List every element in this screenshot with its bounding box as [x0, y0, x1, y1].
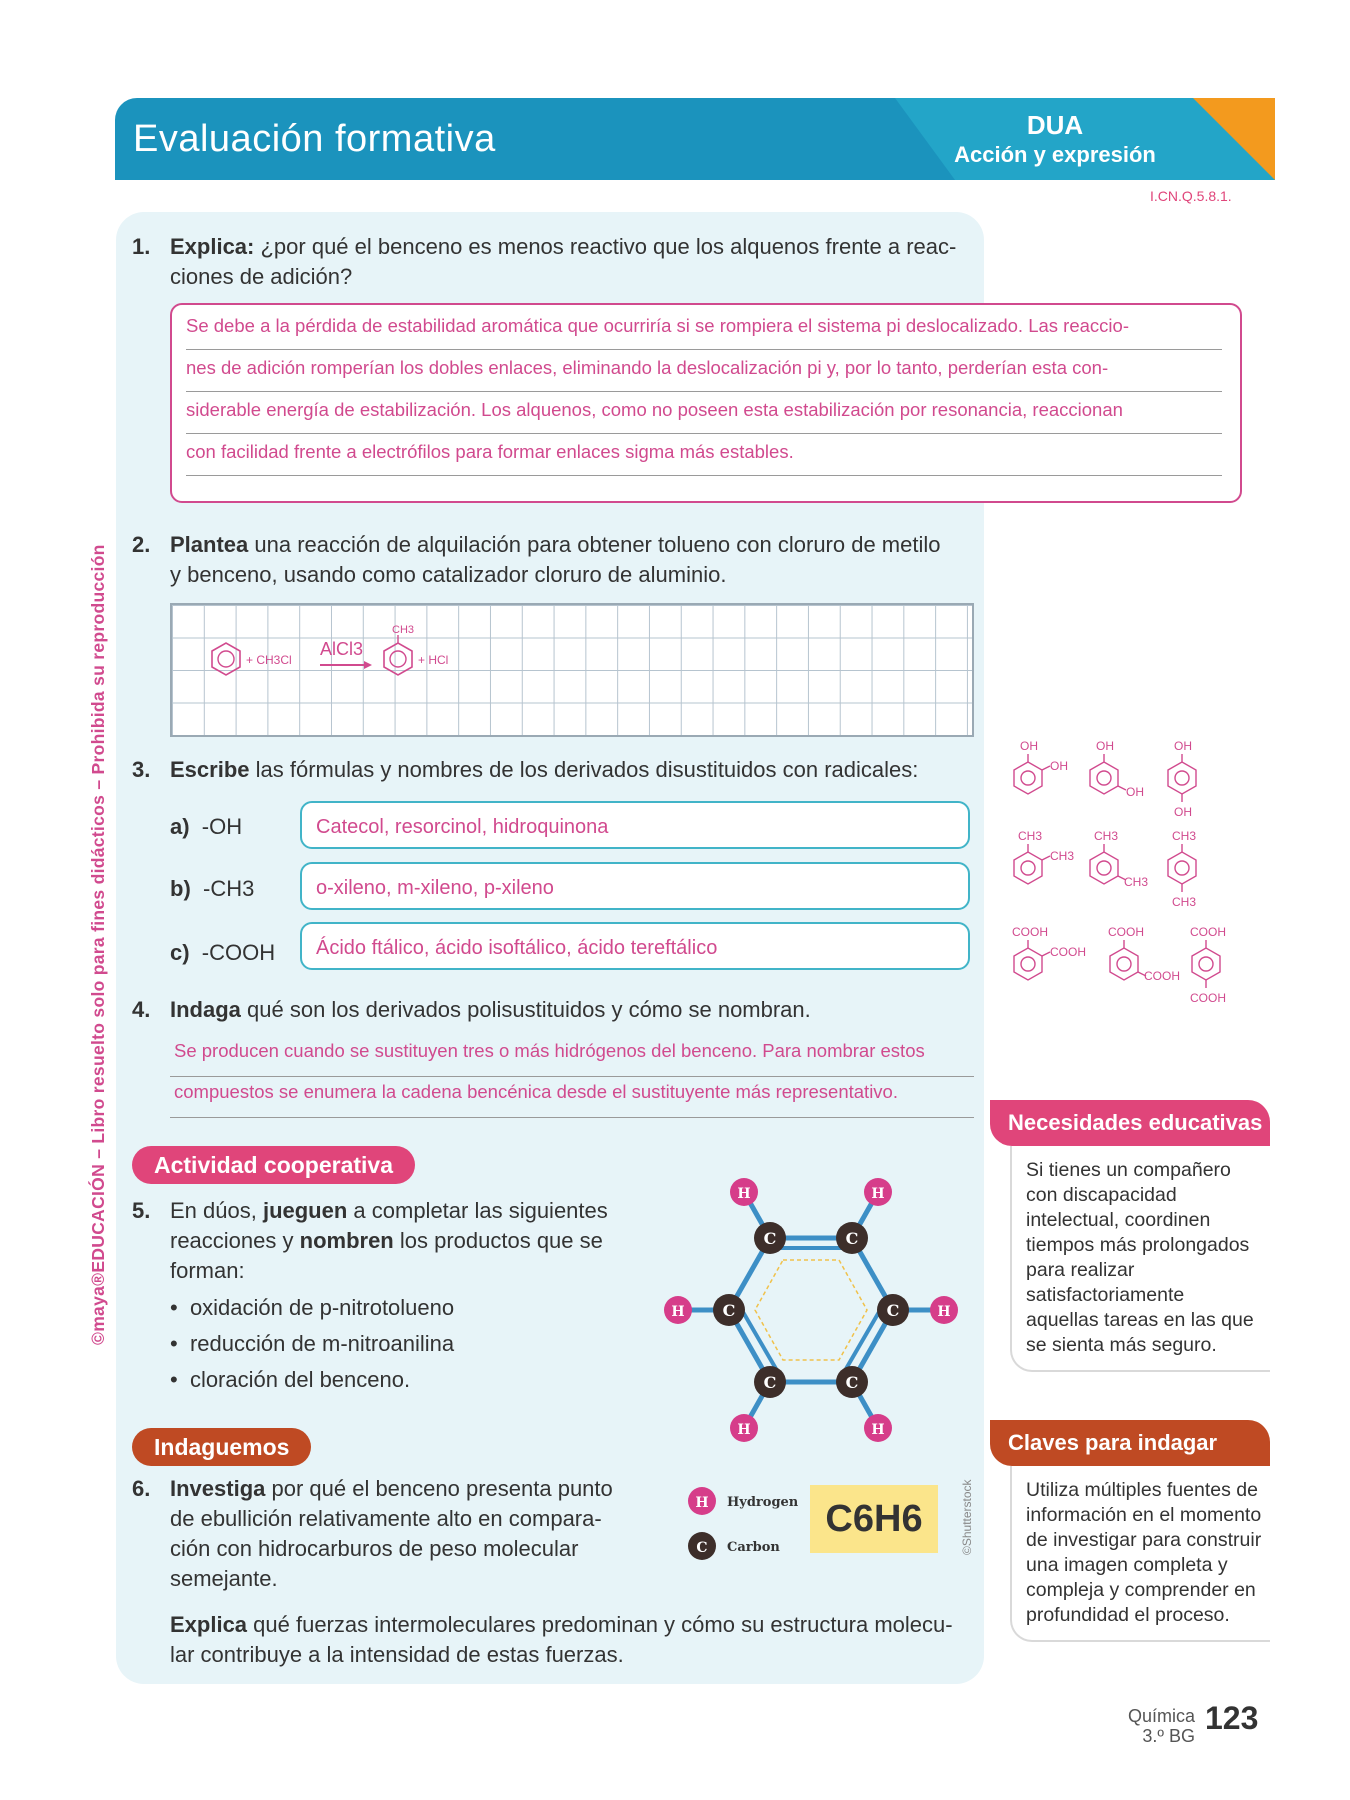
oh-label: OH	[1020, 739, 1038, 753]
question-number: 6.	[132, 1476, 151, 1501]
answer-field-c[interactable]: Ácido ftálico, ácido isoftálico, ácido tereftálico	[300, 922, 970, 970]
svg-text:C: C	[722, 1301, 736, 1320]
question-verb: Explica:	[170, 234, 255, 259]
question-number: 2.	[132, 532, 151, 557]
question-verb: Investiga	[170, 1476, 266, 1501]
svg-text:H: H	[937, 1304, 951, 1320]
hydrogen-atom	[664, 1296, 692, 1324]
question-text: forman:	[170, 1258, 245, 1283]
question-text: qué fuerzas intermoleculares predominan y cómo su estructura molecu-	[247, 1612, 953, 1637]
answer-line: Se debe a la pérdida de estabilidad aromática que ocurriría si se rompiera el sistema pi deslocalizado. Las reaccio-	[186, 315, 1222, 350]
question-text: las fórmulas y nombres de los derivados disustituidos con radicales:	[249, 757, 919, 782]
ch3-label: CH3	[1172, 895, 1197, 909]
answer-box-1[interactable]	[170, 303, 1242, 503]
question-text: semejante.	[170, 1566, 278, 1591]
substituent-label: CH3	[392, 624, 415, 636]
question-text: ción con hidrocarburos de peso molecular	[170, 1536, 579, 1561]
svg-text:H: H	[671, 1304, 685, 1320]
question-text: lar contribuye a la intensidad de estas fuerzas.	[170, 1642, 624, 1667]
oh-label: OH	[1126, 785, 1144, 799]
ch3-label: CH3	[1124, 875, 1149, 889]
answer-line: siderable energía de estabilización. Los alquenos, como no poseen esta estabilización por resonancia, reaccionan	[186, 399, 1222, 434]
oh-label: OH	[1050, 759, 1068, 773]
formula-box	[810, 1485, 938, 1553]
question-text: a completar las siguientes	[347, 1198, 608, 1223]
list-item: • oxidación de p-nitrotolueno	[170, 1295, 455, 1320]
question-text: qué son los derivados polisustituidos y cómo se nombran.	[240, 997, 811, 1022]
question-2	[132, 530, 990, 590]
carbon-icon: C	[696, 1540, 708, 1556]
answer-line[interactable]: compuestos se enumera la cadena bencénica desde el sustituyente más representativo.	[170, 1081, 974, 1118]
item-c	[170, 940, 275, 966]
legend-carbon: Carbon	[727, 1540, 780, 1555]
question-verb: jueguen	[262, 1198, 348, 1223]
svg-text:H: H	[871, 1186, 885, 1202]
carbon-atom	[713, 1294, 745, 1326]
item-radical: -CH3	[203, 876, 255, 901]
question-text: ciones de adición?	[170, 264, 353, 289]
brand-text: ©maya®EDUCACIÓN	[88, 1163, 108, 1345]
cooperative-activity-tag: Actividad cooperativa	[132, 1146, 415, 1184]
answer-line: con facilidad frente a electrófilos para formar enlaces sigma más estables.	[186, 441, 1222, 476]
cooh-label: COOH	[1012, 925, 1048, 939]
question-text: una reacción de alquilación para obtener tolueno con cloruro de metilo	[248, 532, 941, 557]
question-verb: Indaga	[170, 997, 241, 1022]
answer-field-a[interactable]: Catecol, resorcinol, hidroquinona	[300, 801, 970, 849]
hydrogen-icon: H	[695, 1495, 709, 1511]
answer-field-b[interactable]: o-xileno, m-xileno, p-xileno	[300, 862, 970, 910]
question-text: de ebullición relativamente alto en compara-	[170, 1506, 602, 1531]
oh-label: OH	[1174, 739, 1192, 753]
hydrogen-atom	[730, 1178, 758, 1206]
keys-box	[990, 1420, 1270, 1642]
cooh-label: COOH	[1108, 925, 1144, 939]
copyright-text: – Libro resuelto solo para fines didácticos – Prohibida su reproducción	[88, 544, 108, 1164]
cooh-label: COOH	[1144, 969, 1180, 983]
image-credit: ©Shutterstock	[960, 1479, 974, 1555]
item-label: b)	[170, 876, 191, 901]
ch3-label: CH3	[1050, 849, 1075, 863]
hydrogen-atom	[730, 1414, 758, 1442]
legend-hydrogen: Hydrogen	[727, 1495, 799, 1510]
needs-title: Necesidades educativas	[990, 1100, 1270, 1146]
carbon-atom	[877, 1294, 909, 1326]
carbon-atom	[836, 1222, 868, 1254]
question-verb: Explica	[170, 1612, 248, 1637]
section-title: Evaluación formativa	[133, 118, 496, 160]
hydrogen-atom	[864, 1414, 892, 1442]
svg-text:C: C	[845, 1229, 859, 1248]
molecule-legend	[685, 1484, 805, 1564]
item-radical: -COOH	[201, 940, 276, 965]
svg-text:H: H	[871, 1422, 885, 1438]
footer-subject: Química	[1127, 1706, 1195, 1726]
question-verb: nombren	[299, 1228, 394, 1253]
item-a	[170, 814, 242, 840]
section-header	[115, 98, 1275, 180]
page-number: 123	[1205, 1700, 1259, 1736]
item-label: c)	[170, 940, 190, 965]
oh-label: OH	[1096, 739, 1114, 753]
catalyst-label: AlCl3	[320, 639, 364, 659]
keys-text: Utiliza múltiples fuentes de información en el momento de investigar para construir una imagen completa y compleja y comprender en profundidad el proceso.	[1010, 1466, 1270, 1642]
carbon-atom	[836, 1366, 868, 1398]
svg-text:H: H	[737, 1186, 751, 1202]
question-1	[132, 232, 970, 292]
carbon-atom	[754, 1222, 786, 1254]
needs-box	[990, 1100, 1270, 1372]
question-number: 5.	[132, 1198, 151, 1223]
dua-subtitle: Acción y expresión	[954, 142, 1156, 167]
benzene-molecule-illustration	[650, 1170, 960, 1460]
question-3	[132, 755, 970, 785]
answer-line: nes de adición romperían los dobles enlaces, eliminando la deslocalización pi y, por lo tanto, perderían esta con-	[186, 357, 1222, 392]
cooh-label: COOH	[1190, 925, 1226, 939]
copyright-vertical-text	[88, 544, 109, 1345]
cooh-label: COOH	[1050, 945, 1086, 959]
list-item: • cloración del benceno.	[170, 1367, 411, 1392]
needs-text: Si tienes un compañero con discapacidad intelectual, coordinen tiempos más prolongados para realizar satisfactoriamente aquellas tareas en las que se sienta más seguro.	[1010, 1146, 1270, 1372]
benzene-formula: C6H6	[825, 1498, 923, 1540]
ch3-label: CH3	[1172, 829, 1197, 843]
svg-text:C: C	[845, 1373, 859, 1392]
byproduct-label: + HCl	[418, 653, 449, 667]
reaction-list	[170, 1290, 640, 1398]
ch3-label: CH3	[1018, 829, 1043, 843]
question-number: 4.	[132, 997, 151, 1022]
item-label: a)	[170, 814, 190, 839]
reactant-label: + CH3Cl	[246, 653, 292, 667]
svg-text:C: C	[763, 1373, 777, 1392]
item-b	[170, 876, 254, 902]
question-text: los productos que se	[393, 1228, 603, 1253]
hydrogen-atom	[930, 1296, 958, 1324]
question-text: por qué el benceno presenta punto	[265, 1476, 613, 1501]
question-6	[132, 1474, 630, 1594]
question-number: 1.	[132, 234, 151, 259]
question-text: y benceno, usando como catalizador cloruro de aluminio.	[170, 562, 727, 587]
question-text: reacciones y	[170, 1228, 300, 1253]
question-number: 3.	[132, 757, 151, 782]
cooh-label: COOH	[1190, 991, 1226, 1005]
curriculum-code: I.CN.Q.5.8.1.	[1150, 188, 1232, 204]
oh-label: OH	[1174, 805, 1192, 819]
svg-text:C: C	[886, 1301, 900, 1320]
dua-title: DUA	[1026, 110, 1084, 140]
disubstituted-structures	[1000, 730, 1230, 1030]
alkylation-reaction-diagram	[192, 623, 492, 713]
footer-grade: 3.º BG	[1142, 1726, 1195, 1746]
question-6-explain	[170, 1610, 970, 1670]
list-item: • reducción de m-nitroanilina	[170, 1331, 455, 1356]
answer-line[interactable]: Se producen cuando se sustituyen tres o más hidrógenos del benceno. Para nombrar estos	[170, 1040, 974, 1077]
question-text: En dúos,	[170, 1198, 263, 1223]
question-verb: Plantea	[170, 532, 249, 557]
ch3-label: CH3	[1094, 829, 1119, 843]
question-4	[132, 995, 970, 1025]
carbon-atom	[754, 1366, 786, 1398]
keys-title: Claves para indagar	[990, 1420, 1270, 1466]
question-5	[132, 1196, 640, 1286]
svg-text:H: H	[737, 1422, 751, 1438]
question-verb: Escribe	[170, 757, 250, 782]
item-radical: -OH	[201, 814, 243, 839]
answer-grid[interactable]	[170, 603, 974, 737]
indaguemos-tag: Indaguemos	[132, 1428, 311, 1466]
svg-text:C: C	[763, 1229, 777, 1248]
question-text: ¿por qué el benceno es menos reactivo que los alquenos frente a reac-	[254, 234, 957, 259]
hydrogen-atom	[864, 1178, 892, 1206]
